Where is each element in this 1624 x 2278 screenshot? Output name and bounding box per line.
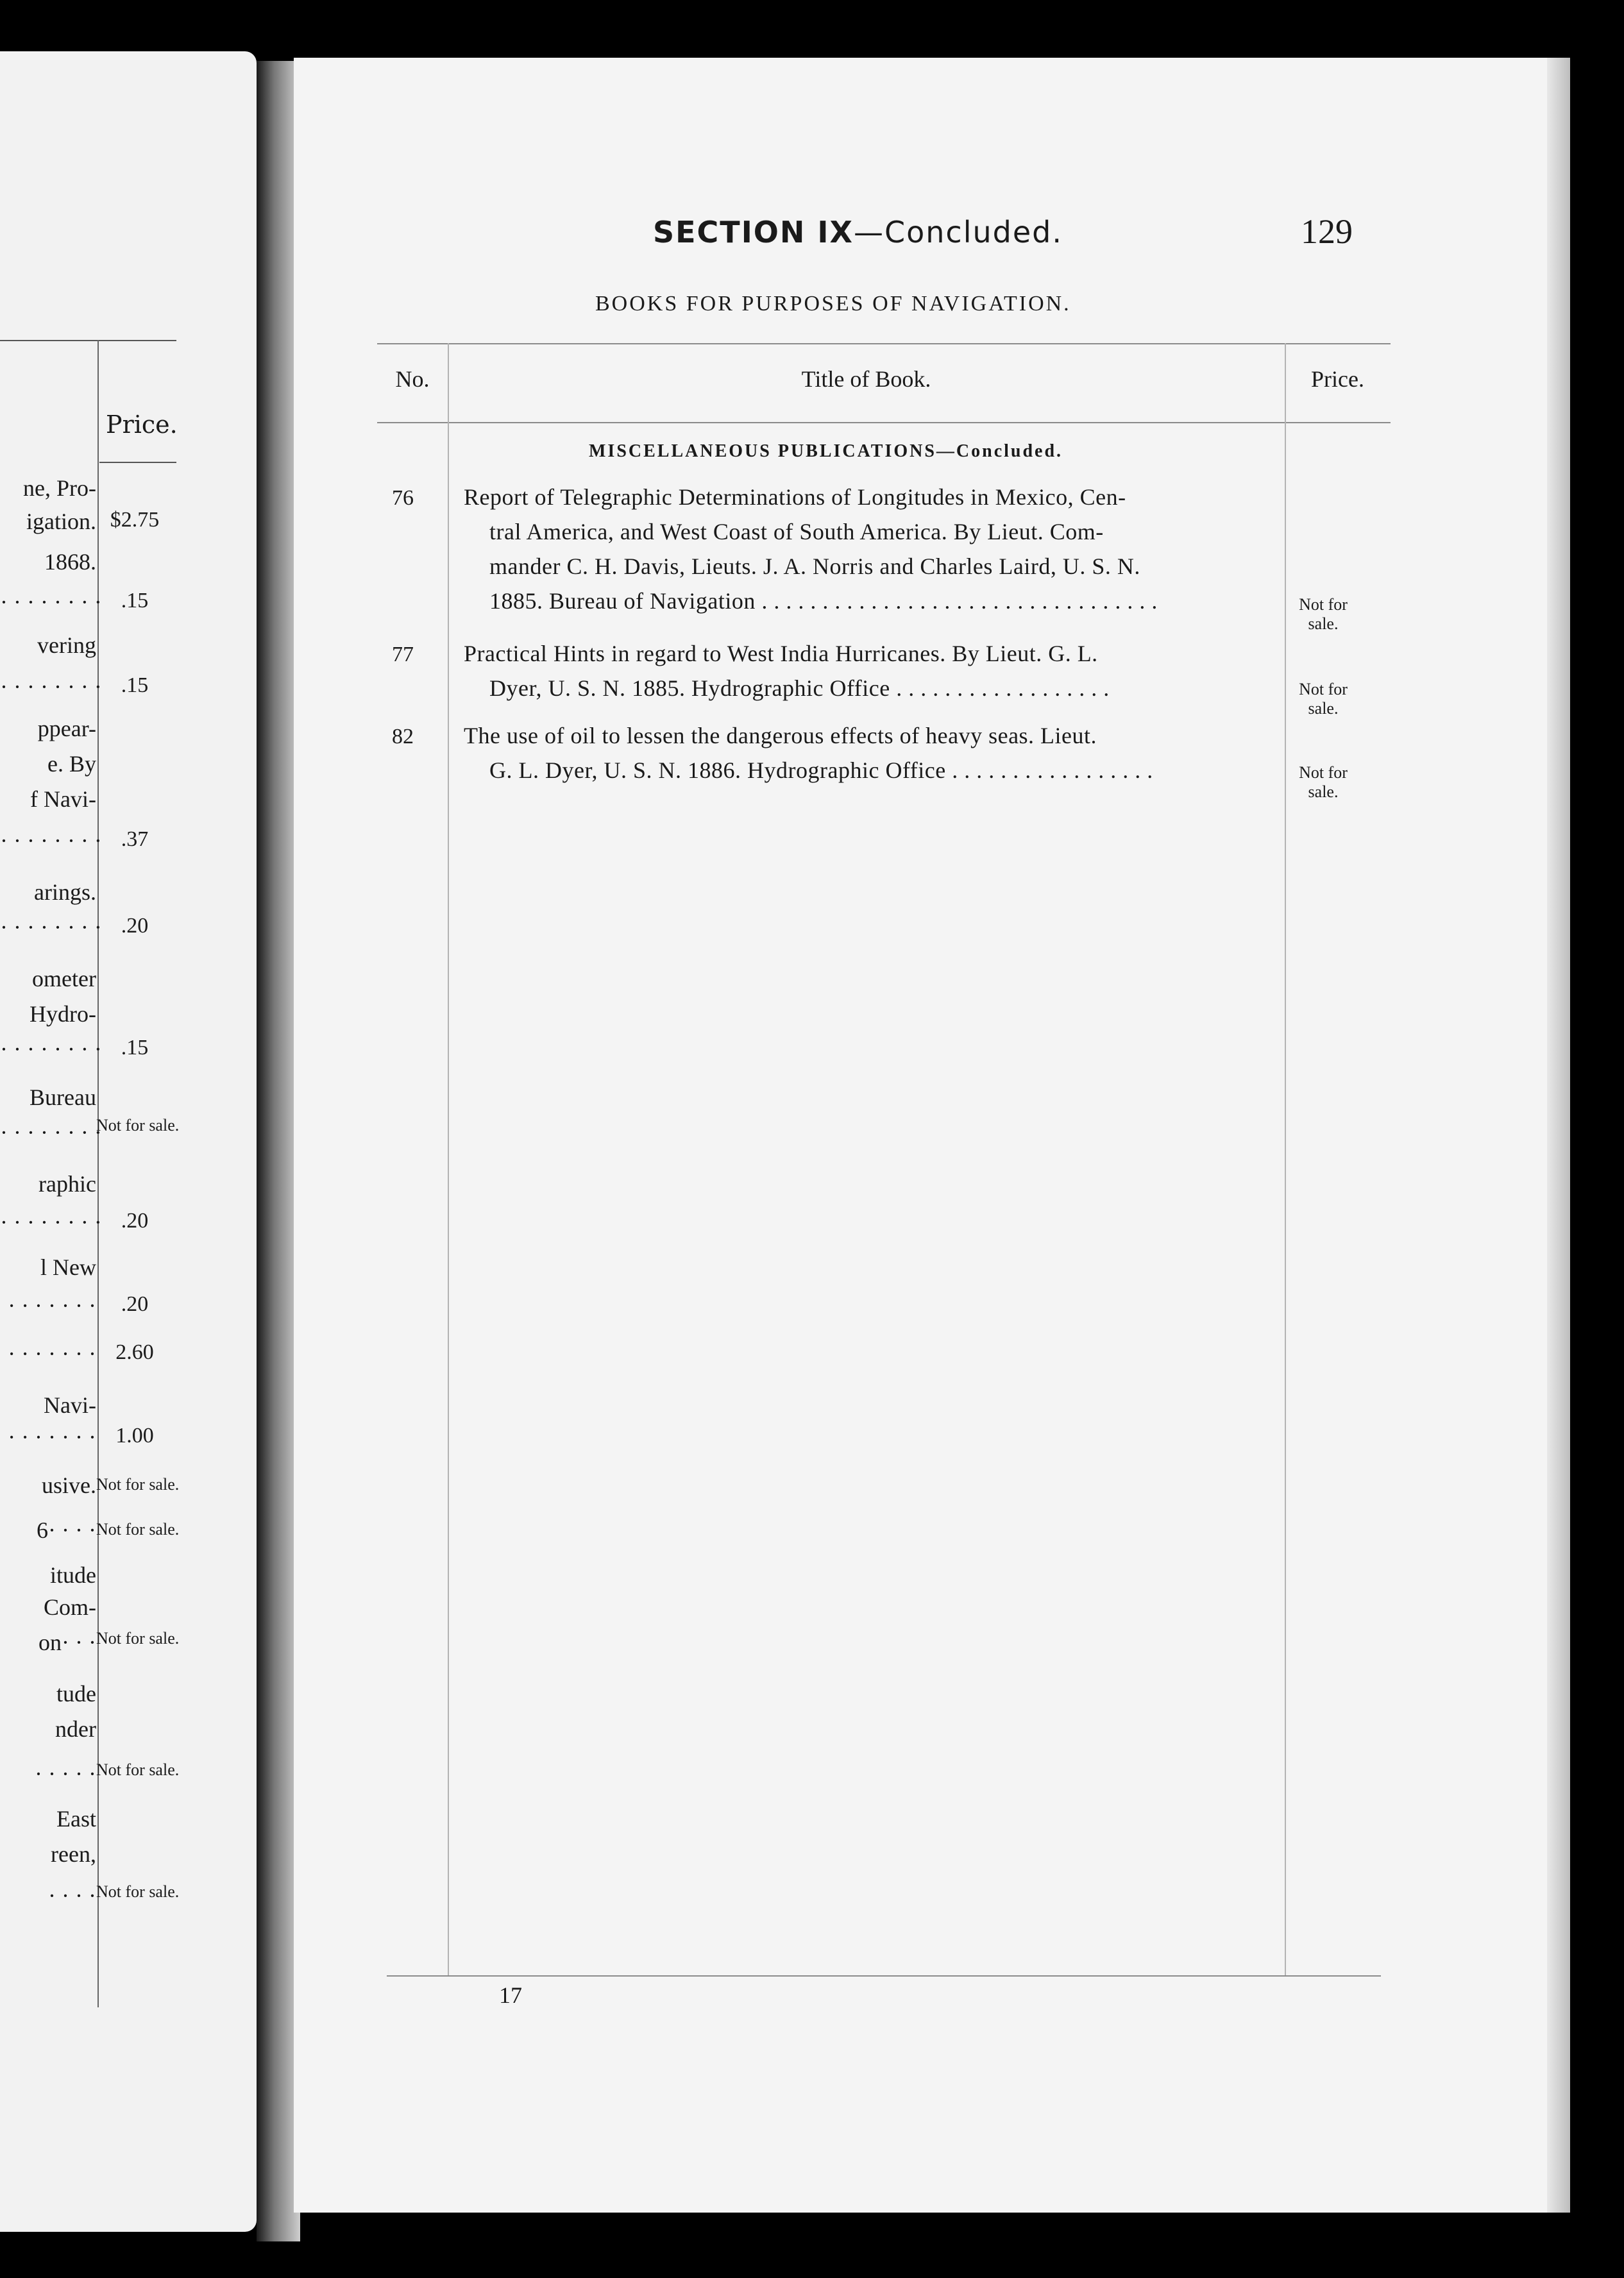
- entry-title-line: Report of Telegraphic Determinations of Longitudes in Mexico, Cen-: [464, 484, 1126, 510]
- entry-number: 82: [392, 725, 414, 748]
- left-text-fragment: tude: [56, 1681, 96, 1707]
- left-text-fragment: · · · · · · · ·: [0, 1210, 102, 1235]
- left-text-fragment: itude: [50, 1562, 96, 1588]
- left-text-fragment: · · · · · · · ·: [0, 828, 102, 854]
- left-text-fragment: · · · · · · · ·: [0, 589, 102, 615]
- left-price: $2.75: [110, 508, 160, 532]
- entry-price: Not for sale.: [1299, 595, 1348, 633]
- column-header-title: Title of Book.: [801, 366, 931, 392]
- left-text-fragment: · · · · · · ·: [8, 1424, 96, 1450]
- left-text-fragment: East: [56, 1806, 96, 1832]
- left-price-header: Price.: [106, 410, 178, 439]
- entry-title-line: The use of oil to lessen the dangerous effects of heavy seas. Lieut.: [464, 723, 1097, 748]
- left-text-fragment: arings.: [34, 879, 96, 905]
- left-text-fragment: · · · · · · · ·: [0, 1036, 102, 1062]
- left-text-fragment: usive.: [42, 1472, 96, 1498]
- left-price: .15: [121, 673, 149, 697]
- column-header-price: Price.: [1311, 366, 1364, 392]
- left-text-fragment: · · · · · · ·: [8, 1293, 96, 1319]
- entry-price: Not for sale.: [1299, 680, 1348, 718]
- left-top-rule: [0, 340, 176, 341]
- table-header-rule: [377, 422, 1391, 423]
- left-text-fragment: igation.: [26, 509, 96, 534]
- left-price: .20: [121, 1292, 149, 1316]
- page-subtitle: BOOKS FOR PURPOSES OF NAVIGATION.: [595, 292, 1071, 316]
- left-text-fragment: · · · · · · · ·: [0, 915, 102, 940]
- previous-page: [0, 51, 257, 2232]
- table-subheading: MISCELLANEOUS PUBLICATIONS—Concluded.: [589, 441, 1063, 461]
- section-title: SECTION IX—Concluded.: [653, 215, 1063, 249]
- left-text-fragment: raphic: [38, 1171, 96, 1197]
- left-text-fragment: Hydro-: [30, 1001, 96, 1027]
- left-text-fragment: 6· · · ·: [37, 1517, 96, 1543]
- left-text-fragment: · · · · · · · ·: [0, 1120, 102, 1145]
- left-text-fragment: nder: [55, 1716, 96, 1742]
- book-page: [294, 58, 1570, 2213]
- left-price: Not for sale.: [96, 1882, 180, 1901]
- left-text-fragment: · · · · ·: [35, 1761, 96, 1787]
- left-header-rule: [99, 462, 176, 463]
- entry-number: 76: [392, 486, 414, 510]
- left-text-fragment: f Navi-: [30, 786, 96, 812]
- left-text-fragment: ne, Pro-: [23, 475, 96, 501]
- left-text-fragment: on· · ·: [38, 1630, 96, 1655]
- entry-title-line: G. L. Dyer, U. S. N. 1886. Hydrographic Office . . . . . . . . . . . . . . . . .: [489, 757, 1153, 783]
- left-price: .37: [121, 827, 149, 851]
- left-price: 2.60: [115, 1340, 154, 1364]
- table-bottom-rule: [387, 1975, 1381, 1977]
- left-price: .15: [121, 1036, 149, 1059]
- signature-number: 17: [499, 1982, 522, 2008]
- left-text-fragment: ppear-: [37, 716, 96, 741]
- left-price: 1.00: [115, 1424, 154, 1447]
- left-text-fragment: 1868.: [44, 549, 96, 575]
- left-price: .20: [121, 1209, 149, 1233]
- left-price: .15: [121, 589, 149, 612]
- entry-title-line: tral America, and West Coast of South America. By Lieut. Com-: [489, 519, 1104, 544]
- left-text-fragment: reen,: [51, 1841, 96, 1867]
- entry-number: 77: [392, 643, 414, 666]
- table-column-rule: [1285, 343, 1286, 1975]
- entry-title-line: 1885. Bureau of Navigation . . . . . . . . . . . . . . . . . . . . . . . . . . . . . . . . .: [489, 588, 1158, 614]
- page-number: 129: [1301, 212, 1353, 251]
- table-column-rule: [448, 343, 449, 1975]
- left-price: Not for sale.: [96, 1475, 180, 1494]
- left-price: Not for sale.: [96, 1116, 180, 1135]
- page-edge: [1547, 58, 1570, 2213]
- left-text-fragment: · · · · · · ·: [8, 1341, 96, 1367]
- left-text-fragment: · · · ·: [48, 1883, 96, 1909]
- left-text-fragment: · · · · · · · ·: [0, 674, 102, 700]
- entry-title-line: Practical Hints in regard to West India Hurricanes. By Lieut. G. L.: [464, 641, 1098, 666]
- left-price: Not for sale.: [96, 1520, 180, 1539]
- left-price: Not for sale.: [96, 1629, 180, 1648]
- entry-price: Not for sale.: [1299, 763, 1348, 801]
- left-price: .20: [121, 914, 149, 938]
- left-text-fragment: vering: [37, 632, 96, 658]
- left-price: Not for sale.: [96, 1760, 180, 1779]
- table-top-rule: [377, 343, 1391, 344]
- left-text-fragment: Com-: [43, 1594, 96, 1620]
- entry-title-line: Dyer, U. S. N. 1885. Hydrographic Office . . . . . . . . . . . . . . . . . .: [489, 675, 1110, 701]
- left-text-fragment: l New: [40, 1254, 96, 1280]
- column-header-no: No.: [395, 366, 430, 392]
- left-text-fragment: Navi-: [44, 1392, 96, 1418]
- left-text-fragment: e. By: [47, 751, 96, 777]
- left-text-fragment: ometer: [32, 966, 96, 991]
- left-text-fragment: Bureau: [30, 1084, 96, 1110]
- entry-title-line: mander C. H. Davis, Lieuts. J. A. Norris and Charles Laird, U. S. N.: [489, 553, 1140, 579]
